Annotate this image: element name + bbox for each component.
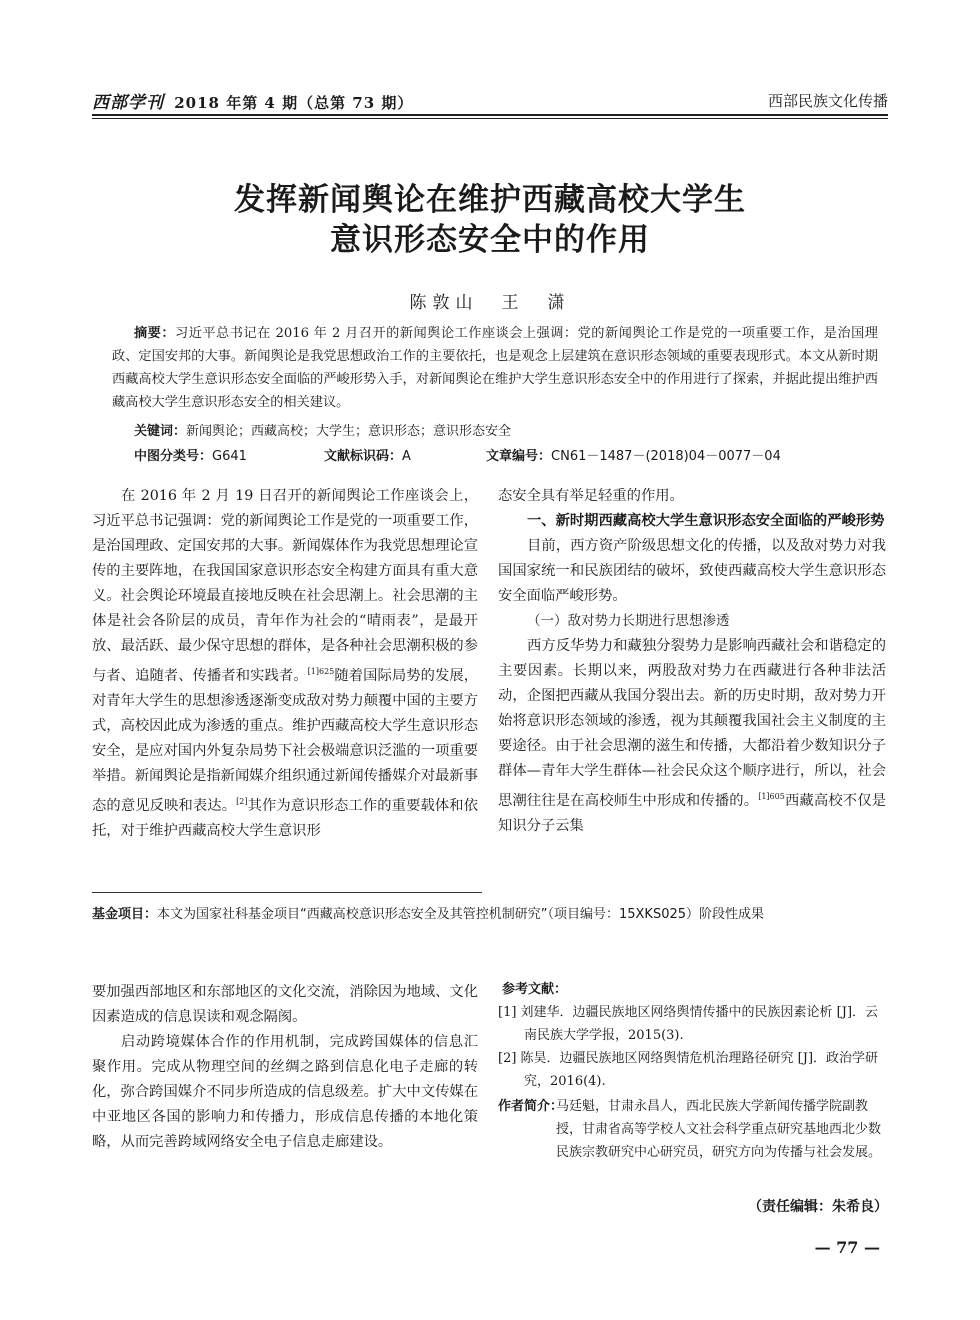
paragraph-continued: 要加强西部地区和东部地区的文化交流，消除因为地域、文化因素造成的信息误读和观念隔阂。 [92, 984, 479, 1025]
reference-item: [1] 刘建华．边疆民族地区网络舆情传播中的民族因素论析 [J]．云南民族大学学报，2015(3). [498, 1005, 879, 1043]
article-no-label: 文章编号： [486, 449, 552, 464]
author-bio-text: 马廷魁，甘肃永昌人，西北民族大学新闻传播学院副教授，甘肃省高等学校人文社会科学重点研究基地西北少数民族宗教研究中心研究员，研究方向为传播与社会发展。 [556, 1099, 882, 1160]
header-rule-thin [92, 118, 888, 119]
header-rule [92, 114, 888, 116]
paragraph: 在 2016 年 2 月 19 日召开的新闻舆论工作座谈会上，习近平总书记强调：党的新闻舆论工作是党的一项重要工作，是治国理政、定国安邦的大事。新闻媒体作为我党思想理论宣传的主要阵地，在我国国家意识形态安全构建方面具有重大意义。社会舆论环境最直接地反映在社会思潮上。社会思潮的主体是社会各阶层的成员，青年作为社会的“晴雨表”，是最开放、最活跃、最少保守思想的群体，是各种社会思潮积极的参与者、追随者、传播者和实践者。$^{[1]625}$随着国际局势的发展，对青年大学生的思想渗透逐渐变成敌对势力颠覆中国的主要方式，高校因此成为渗透的重点。维护西藏高校大学生意识形态安全，是应对国内外复杂局势下社会极端意识泛滥的一项重要举措。新闻舆论是指新闻媒介组织通过新闻传播媒介对最新事态的意见反映和表达。[2]其作为意识形态工作的重要载体和依托，对于维护西藏高校大学生意识形 [92, 488, 479, 839]
title-line-2: 意识形态安全中的作用 [330, 222, 650, 258]
keywords [134, 420, 878, 439]
citation: [1]625 [307, 667, 335, 676]
keywords-label: 关键词： [134, 424, 187, 439]
article-no-value: CN61－1487－(2018)04－0077－04 [551, 449, 781, 464]
reference-item: [2] 陈昊．边疆民族地区网络舆情危机治理路径研究 [J]．政治学研究，2016(4). [498, 1051, 879, 1089]
citation: [1]605 [758, 792, 785, 801]
paragraph-continued: 态安全具有举足轻重的作用。 [498, 488, 684, 504]
clc-value: G641 [212, 449, 247, 464]
journal-info [92, 88, 413, 113]
authors: 陈敦山 王 潇 [409, 293, 571, 313]
fund-label: 基金项目： [92, 907, 158, 922]
fund-note [92, 903, 888, 922]
responsible-editor: （责任编辑：朱希良） [748, 1199, 888, 1215]
references [498, 978, 888, 1164]
keywords-text: 新闻舆论；西藏高校；大学生；意识形态；意识形态安全 [186, 424, 512, 439]
journal-name: 西部学刊 [92, 93, 164, 113]
fund-text: 本文为国家社科基金项目“西藏高校意识形态安全及其管控机制研究”（项目编号：15XKS025）阶段性成果 [157, 907, 765, 922]
page-number: — 77 — [814, 1238, 880, 1257]
author-bio [498, 1095, 888, 1164]
paragraph: 启动跨境媒体合作的作用机制，完成跨国媒体的信息汇聚作用。完成从物理空间的丝绸之路到信息化电子走廊的转化，弥合跨国媒介不同步所造成的信息级差。扩大中文传媒在中亚地区各国的影响力和传播力，形成信息传播的本地化策略，从而完善跨域网络安全电子信息走廊建设。 [92, 1034, 479, 1150]
footnote-rule [92, 892, 482, 893]
running-header [92, 84, 888, 116]
clc-label: 中图分类号： [134, 449, 213, 464]
paragraph: 西方反华势力和藏独分裂势力是影响西藏社会和谐稳定的主要因素。长期以来，两股敌对势力在西藏进行各种非法活动，企图把西藏从我国分裂出去。新的历史时期，敌对势力开始将意识形态领域的渗透，视为其颠覆我国社会主义制度的主要途径。由于社会思潮的滋生和传播，大都沿着少数知识分子群体—青年大学生群体—社会民众这个顺序进行，所以，社会思潮往往是在高校师生中形成和传播的。$^{[1]605}$西藏高校不仅是知识分子云集 [498, 638, 887, 834]
article-title [92, 180, 888, 260]
section-heading: 一、新时期西藏高校大学生意识形态安全面临的严峻形势 [527, 513, 885, 529]
title-line-1: 发挥新闻舆论在维护西藏高校大学生 [234, 182, 746, 218]
citation: [2] [236, 796, 248, 806]
abstract [112, 322, 878, 414]
body-left-column [92, 484, 478, 844]
section-name: 西部民族文化传播 [767, 92, 888, 110]
bottom-left-column [92, 980, 478, 1155]
doc-code-label: 文献标识码： [324, 449, 403, 464]
author-bio-label: 作者简介： [498, 1099, 564, 1114]
abstract-text: 习近平总书记在 2016 年 2 月召开的新闻舆论工作座谈会上强调：党的新闻舆论工作是党的一项重要工作，是治国理政、定国安邦的大事。新闻舆论是我党思想政治工作的主要依托，也是观念上层建筑在意识形态领域的重要表现形式。本文从新时期西藏高校大学生意识形态安全面临的严峻形势入手，对新闻舆论在维护大学生意识形态安全中的作用进行了探索，并据此提出维护西藏高校大学生意识形态安全的相关建议。 [112, 326, 878, 410]
references-title: 参考文献： [502, 982, 568, 997]
doc-code-value: A [402, 449, 411, 464]
issue-info: 2018 年第 4 期（总第 73 期） [174, 94, 414, 112]
paragraph: 目前，西方资产阶级思想文化的传播，以及敌对势力对我国国家统一和民族团结的破坏，致使西藏高校大学生意识形态安全面临严峻形势。 [498, 538, 886, 604]
body-right-column [498, 484, 886, 839]
subsection-heading: （一）敌对势力长期进行思想渗透 [527, 613, 730, 629]
abstract-label: 摘要： [134, 326, 176, 341]
